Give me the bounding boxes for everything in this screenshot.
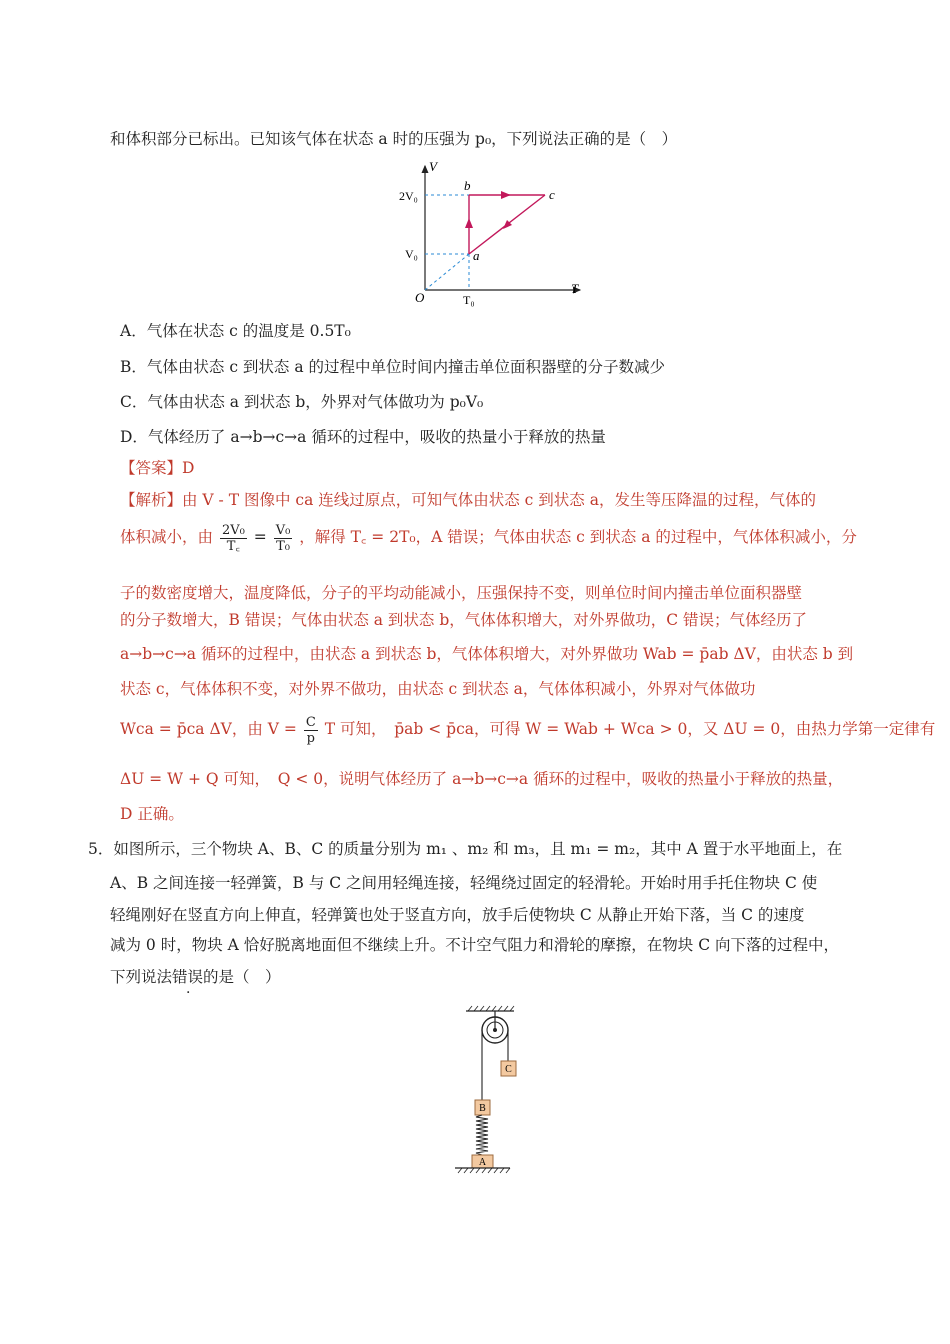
option-d: D．气体经历了 a→b→c→a 循环的过程中，吸收的热量小于释放的热量 xyxy=(120,428,606,446)
y-axis-label: V xyxy=(429,159,437,174)
q5-line-2: A、B 之间连接一轻弹簧，B 与 C 之间用轻绳连接，轻绳绕过固定的轻滑轮。开始时用手托住物块 C 使 xyxy=(110,874,818,892)
pulley-axle xyxy=(493,1028,497,1032)
arrow-ab xyxy=(465,218,473,228)
analysis-line-7 xyxy=(120,712,935,746)
frac1-num: 2V₀ xyxy=(221,522,245,538)
question4-intro: 和体积部分已标出。已知该气体在状态 a 时的压强为 p₀，下列说法正确的是（ ） xyxy=(110,130,678,148)
block-c-label: C xyxy=(505,1064,512,1075)
vt-graph xyxy=(395,158,595,308)
ground-hatch xyxy=(458,1168,510,1173)
point-c-label: c xyxy=(549,187,555,202)
tick-v0: V₀ xyxy=(405,247,418,261)
spring xyxy=(476,1115,488,1155)
point-a-label: a xyxy=(473,248,480,263)
origin-label: O xyxy=(415,290,425,305)
analysis-l2a: 体积减小，由 xyxy=(120,528,214,546)
dash-origin-a xyxy=(425,254,469,290)
frac2-den: T₀ xyxy=(276,538,290,554)
fraction-c-p xyxy=(304,715,318,746)
q5-line-3: 轻绳刚好在竖直方向上伸直，轻弹簧也处于竖直方向，放手后使物块 C 从静止开始下落，当 C 的速度 xyxy=(110,906,805,924)
option-b: B．气体由状态 c 到状态 a 的过程中单位时间内撞击单位面积器壁的分子数减少 xyxy=(120,358,666,376)
analysis-l2b: ，解得 T꜀ = 2T₀，A 错误；气体由状态 c 到状态 a 的过程中，气体体积减小，分 xyxy=(299,528,857,546)
analysis-line-5: a→b→c→a 循环的过程中，由状态 a 到状态 b，气体体积增大，对外界做功 Wab = p̄ab ΔV，由状态 b 到 xyxy=(120,645,854,663)
analysis-line-4: 的分子数增大，B 错误；气体由状态 a 到状态 b，气体体积增大，对外界做功，C 错误；气体经历了 xyxy=(120,611,808,629)
analysis-line-6: 状态 c，气体体积不变，对外界不做功，由状态 c 到状态 a，气体体积减小，外界对气体做功 xyxy=(120,680,756,698)
frac3-num: C xyxy=(305,714,316,730)
analysis-l7a: Wca = p̄ca ΔV，由 V = xyxy=(120,720,297,738)
q5-line-1: 5．如图所示，三个物块 A、B、C 的质量分别为 m₁ 、m₂ 和 m₃，且 m₁ = m₂，其中 A 置于水平地面上，在 xyxy=(88,840,843,858)
analysis-l7b: T 可知， p̄ab < p̄ca，可得 W = Wab + Wca > 0，又 ΔU = 0，由热力学第一定律有 xyxy=(324,720,936,738)
equals: = xyxy=(253,528,267,546)
pulley-spring-figure xyxy=(450,1005,530,1180)
analysis-line-8: ΔU = W + Q 可知， Q < 0，说明气体经历了 a→b→c→a 循环的过程中，吸收的热量小于释放的热量， xyxy=(120,770,844,788)
ceiling-hatch xyxy=(468,1006,514,1011)
frac3-den: p xyxy=(306,730,315,746)
q5-l5b: 的是（ ） xyxy=(203,968,281,986)
q5-l5a: 下列说法 xyxy=(110,968,173,986)
point-b-label: b xyxy=(464,178,471,193)
block-a-label: A xyxy=(478,1157,487,1168)
analysis-line-9: D 正确。 xyxy=(120,805,184,823)
q5-line-4: 减为 0 时，物块 A 恰好脱离地面但不继续上升。不计空气阻力和滑轮的摩擦，在物块 C 向下落的过程中， xyxy=(110,936,839,954)
q5-emphasis-wrong: 错误 xyxy=(172,968,204,986)
fraction-v0-t0 xyxy=(274,523,293,554)
tick-2v0: 2V₀ xyxy=(399,189,418,203)
arrow-bc xyxy=(501,191,511,199)
fraction-2v0-tc xyxy=(220,523,247,554)
x-axis-label: T xyxy=(571,281,579,296)
frac1-den: T꜀ xyxy=(226,538,240,554)
option-a: A．气体在状态 c 的温度是 0.5T₀ xyxy=(120,322,351,340)
tick-t0: T₀ xyxy=(463,293,475,307)
frac2-num: V₀ xyxy=(275,522,291,538)
block-b-label: B xyxy=(479,1103,486,1114)
analysis-line-3: 子的数密度增大，温度降低，分子的平均动能减小，压强保持不变，则单位时间内撞击单位面积器壁 xyxy=(120,584,803,602)
q5-line-5 xyxy=(110,966,281,988)
option-c: C．气体由状态 a 到状态 b，外界对气体做功为 p₀V₀ xyxy=(120,393,484,411)
analysis-line-1: 【解析】由 V - T 图像中 ca 连线过原点，可知气体由状态 c 到状态 a，发生等压降温的过程，气体的 xyxy=(120,491,816,509)
analysis-line-2 xyxy=(120,520,857,554)
answer: 【答案】D xyxy=(120,459,195,477)
